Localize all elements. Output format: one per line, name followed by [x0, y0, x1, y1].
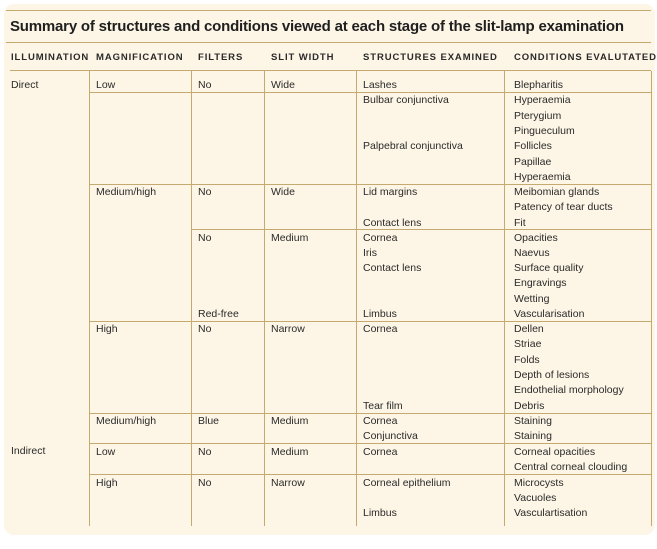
- slit-width-cell: Narrow: [271, 476, 305, 489]
- condition-cell: Corneal opacities: [514, 445, 596, 458]
- condition-cell: Patency of tear ducts: [514, 201, 613, 214]
- condition-cell: Fit: [514, 216, 526, 229]
- col-divider: [651, 71, 652, 526]
- structure-cell: Bulbar conjunctiva: [363, 94, 449, 107]
- structure-cell: Conjunctiva: [363, 430, 418, 443]
- header-filters: FILTERS: [198, 52, 244, 63]
- condition-cell: Blepharitis: [514, 79, 564, 91]
- illumination-indirect: Indirect: [11, 445, 46, 457]
- condition-cell: Dellen: [514, 323, 544, 335]
- condition-cell: Naevus: [514, 246, 550, 259]
- structure-cell: Contact lens: [363, 216, 422, 229]
- slit-width-cell: Narrow: [271, 323, 305, 335]
- structure-cell: Cornea: [363, 415, 398, 427]
- structure-cell: Iris: [363, 246, 377, 259]
- header-magnification: MAGNIFICATION: [96, 52, 184, 63]
- condition-cell: Folds: [514, 353, 540, 366]
- header-structures: STRUCTURES EXAMINED: [363, 52, 498, 63]
- filter-cell: No: [198, 476, 212, 489]
- condition-cell: Pingueculum: [514, 124, 575, 137]
- structure-cell: Cornea: [363, 231, 398, 244]
- magnification-cell: Medium/high: [96, 415, 157, 427]
- structure-cell: Corneal epithelium: [363, 476, 451, 489]
- col-divider: [504, 71, 505, 526]
- structure-cell: Cornea: [363, 323, 398, 335]
- condition-cell: Vascularisation: [514, 308, 585, 320]
- structure-cell: Contact lens: [363, 262, 422, 275]
- structure-cell: Limbus: [363, 308, 397, 320]
- header-slit-width: SLIT WIDTH: [271, 52, 335, 63]
- magnification-cell: Low: [96, 79, 116, 91]
- header-rule: [10, 70, 651, 71]
- condition-cell: Wetting: [514, 292, 550, 305]
- filter-cell: No: [198, 231, 212, 244]
- table-title: Summary of structures and conditions viewed at each stage of the slit-lamp examination: [10, 18, 624, 35]
- condition-cell: Central corneal clouding: [514, 460, 628, 473]
- condition-cell: Papillae: [514, 155, 552, 168]
- col-divider: [89, 71, 90, 526]
- structure-cell: Limbus: [363, 507, 397, 520]
- condition-cell: Endothelial morphology: [514, 384, 624, 397]
- condition-cell: Hyperaemia: [514, 94, 571, 107]
- filter-cell: No: [198, 323, 212, 335]
- top-rule: [6, 10, 651, 11]
- condition-cell: Staining: [514, 430, 552, 443]
- condition-cell: Staining: [514, 415, 552, 427]
- filter-cell: No: [198, 186, 212, 198]
- slit-width-cell: Medium: [271, 231, 309, 244]
- structure-cell: Palpebral conjunctiva: [363, 140, 463, 153]
- condition-cell: Meibomian glands: [514, 186, 600, 198]
- filter-cell: Blue: [198, 415, 220, 427]
- condition-cell: Engravings: [514, 277, 567, 290]
- col-divider: [264, 71, 265, 526]
- condition-cell: Pterygium: [514, 109, 562, 122]
- slit-width-cell: Medium: [271, 445, 309, 458]
- slit-width-cell: Wide: [271, 186, 295, 198]
- condition-cell: Depth of lesions: [514, 368, 590, 381]
- filter-cell: Red-free: [198, 308, 239, 320]
- slit-width-cell: Wide: [271, 79, 295, 91]
- condition-cell: Microcysts: [514, 476, 564, 489]
- structure-cell: Cornea: [363, 445, 398, 458]
- condition-cell: Vasculartisation: [514, 507, 588, 520]
- header-conditions: CONDITIONS EVALUTATED: [514, 52, 657, 63]
- condition-cell: Debris: [514, 399, 545, 412]
- col-divider: [356, 71, 357, 526]
- structure-cell: Tear film: [363, 399, 403, 412]
- col-divider: [191, 71, 192, 526]
- title-rule: [6, 42, 651, 43]
- condition-cell: Hyperaemia: [514, 170, 571, 183]
- condition-cell: Follicles: [514, 140, 552, 153]
- illumination-direct: Direct: [11, 79, 39, 91]
- magnification-cell: Medium/high: [96, 186, 157, 198]
- structure-cell: Lashes: [363, 79, 397, 91]
- slit-width-cell: Medium: [271, 415, 309, 427]
- magnification-cell: High: [96, 323, 118, 335]
- magnification-cell: High: [96, 476, 118, 489]
- condition-cell: Surface quality: [514, 262, 584, 275]
- filter-cell: No: [198, 79, 212, 91]
- filter-cell: No: [198, 445, 212, 458]
- condition-cell: Opacities: [514, 231, 558, 244]
- magnification-cell: Low: [96, 445, 116, 458]
- structure-cell: Lid margins: [363, 186, 418, 198]
- header-illumination: ILLUMINATION: [11, 52, 90, 63]
- condition-cell: Vacuoles: [514, 491, 557, 504]
- condition-cell: Striae: [514, 338, 542, 351]
